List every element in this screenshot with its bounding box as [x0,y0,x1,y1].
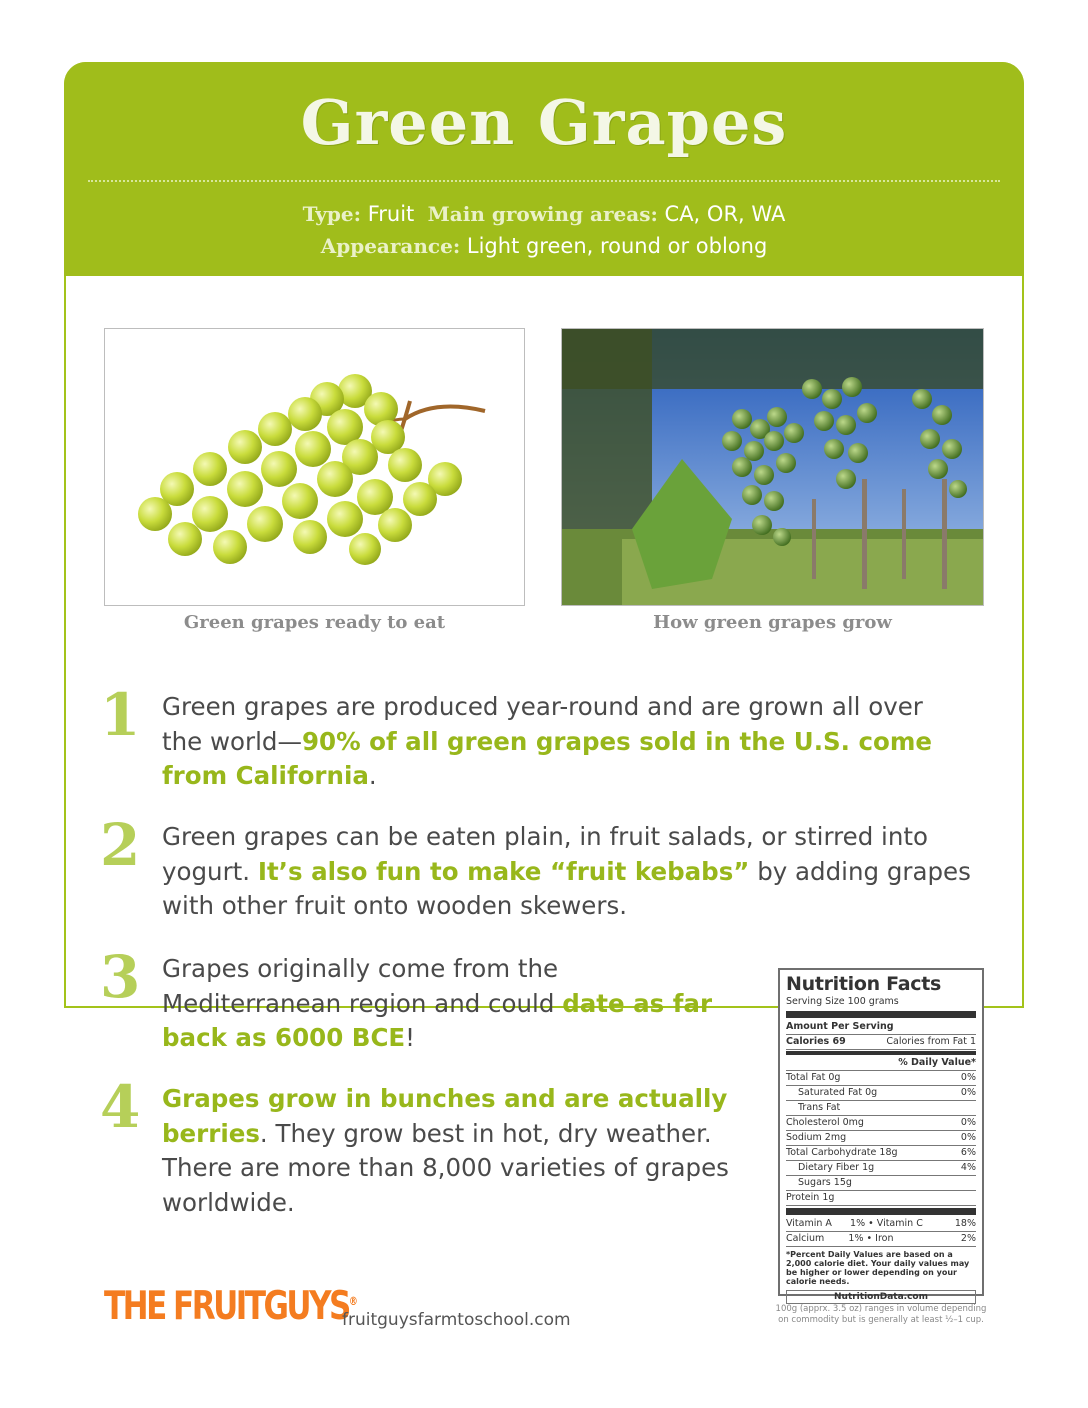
fact-text-highlight: 90% of all green grapes sold in the U.S. come from California [162,726,932,790]
fact-text-plain: by adding grapes with other fruit onto wooden skewers. [162,856,971,920]
nutrient-rows [786,1071,976,1206]
nutrition-divider [786,1011,976,1018]
nutrition-title: Nutrition Facts [786,973,942,995]
fact-text-plain: Green grapes are produced year-round and are grown all over the world— [162,692,923,756]
type-label: Type: [302,202,362,226]
fact-text-highlight: Grapes grow in bunches and are actually berries [162,1084,728,1148]
fact-text [162,1082,742,1220]
grapes-photo [104,328,525,606]
vineyard-photo [561,328,984,606]
fact-text-highlight: date as far back as 6000 BCE [162,988,713,1052]
appearance-value: Light green, round or oblong [466,234,768,258]
dotted-divider [88,180,1000,182]
meta-line-1 [64,202,1024,226]
fact-text-plain: ! [405,1023,415,1052]
mineral-row: Calcium 1% • Iron 2% [786,1232,976,1247]
nutrition-divider [786,1051,976,1055]
fact-text [162,952,742,1056]
serving-size: Serving Size 100 grams [786,996,899,1007]
nutrient-label: Saturated Fat 0g [798,1087,878,1098]
nutrient-label: Sodium 2mg [786,1132,847,1143]
grapes-photo-caption: Green grapes ready to eat [183,612,446,633]
nutrient-value: 0% [960,1087,976,1098]
nutrient-label: Total Fat 0g [786,1072,841,1083]
daily-value-header: % Daily Value* [786,1056,976,1071]
nutrient-label: Cholesterol 0mg [786,1117,864,1128]
fact-text-plain: Grapes originally come from the Mediterranean region and could [162,954,563,1018]
nutrient-label: Protein 1g [786,1192,835,1203]
nutrient-label: Dietary Fiber 1g [798,1162,875,1173]
amount-per-serving: Amount Per Serving [786,1020,976,1035]
nutrient-row [786,1176,976,1191]
nutrient-value: 4% [960,1162,976,1173]
nutrient-value: 0% [960,1132,976,1143]
nutrient-row [786,1131,976,1146]
page-title: Green Grapes [300,86,788,159]
nutrient-value: 0% [960,1117,976,1128]
calories-row: Calories 69 Calories from Fat 1 [786,1035,976,1050]
nutrient-row [786,1191,976,1206]
nutrient-row [786,1146,976,1161]
website-url[interactable]: fruitguysfarmtoschool.com [342,1310,571,1330]
appearance-label: Appearance: [320,234,461,258]
fact-text-plain: Green grapes can be eaten plain, in fruit salads, or stirred into yogurt. [162,822,928,886]
fact-text [162,820,972,924]
nutrient-value: 0% [960,1072,976,1083]
fact-text-highlight: It’s also fun to make “fruit kebabs” [257,856,750,886]
daily-value-note: *Percent Daily Values are based on a 2,000 calorie diet. Your daily values may be higher or lower depending on your calorie needs. [786,1250,970,1286]
nutrient-label: Trans Fat [798,1102,841,1113]
nutrient-row [786,1161,976,1176]
fact-text-plain: . [368,761,377,790]
fact-text-plain: . They grow best in hot, dry weather. There are more than 8,000 varieties of grapes worldwide. [162,1118,729,1217]
vineyard-photo-caption: How green grapes grow [653,612,892,633]
nutrient-row [786,1101,976,1116]
vineyard-image [562,329,984,606]
fact-number: 4 [100,1073,141,1141]
nutrient-label: Sugars 15g [798,1177,852,1188]
nutrient-label: Total Carbohydrate 18g [786,1147,898,1158]
nutrition-divider [786,1208,976,1215]
type-value: Fruit [367,202,415,226]
fact-text [162,690,962,794]
fact-number: 2 [100,811,141,879]
nutrition-facts-label [778,968,984,1302]
nutrient-row [786,1071,976,1086]
fact-number: 3 [100,943,141,1011]
meta-line-2 [64,234,1024,258]
nutrition-footnote: 100g (apprx. 3.5 oz) ranges in volume depending on commodity but is generally at least ½–1 cup. [775,1304,987,1325]
nutrient-row [786,1086,976,1101]
fact-number: 1 [100,681,141,749]
vitamin-row: Vitamin A 1% • Vitamin C 18% [786,1217,976,1232]
fruitguys-logo: THE FRUITGUYS® [104,1284,358,1329]
grape-bunch-image [105,329,525,606]
nutrition-source: NutritionData.com [786,1290,976,1304]
areas-value: CA, OR, WA [664,202,786,226]
areas-label: Main growing areas: [427,202,658,226]
nutrient-value: 6% [960,1147,976,1158]
header-banner [64,62,1024,276]
nutrient-row [786,1116,976,1131]
